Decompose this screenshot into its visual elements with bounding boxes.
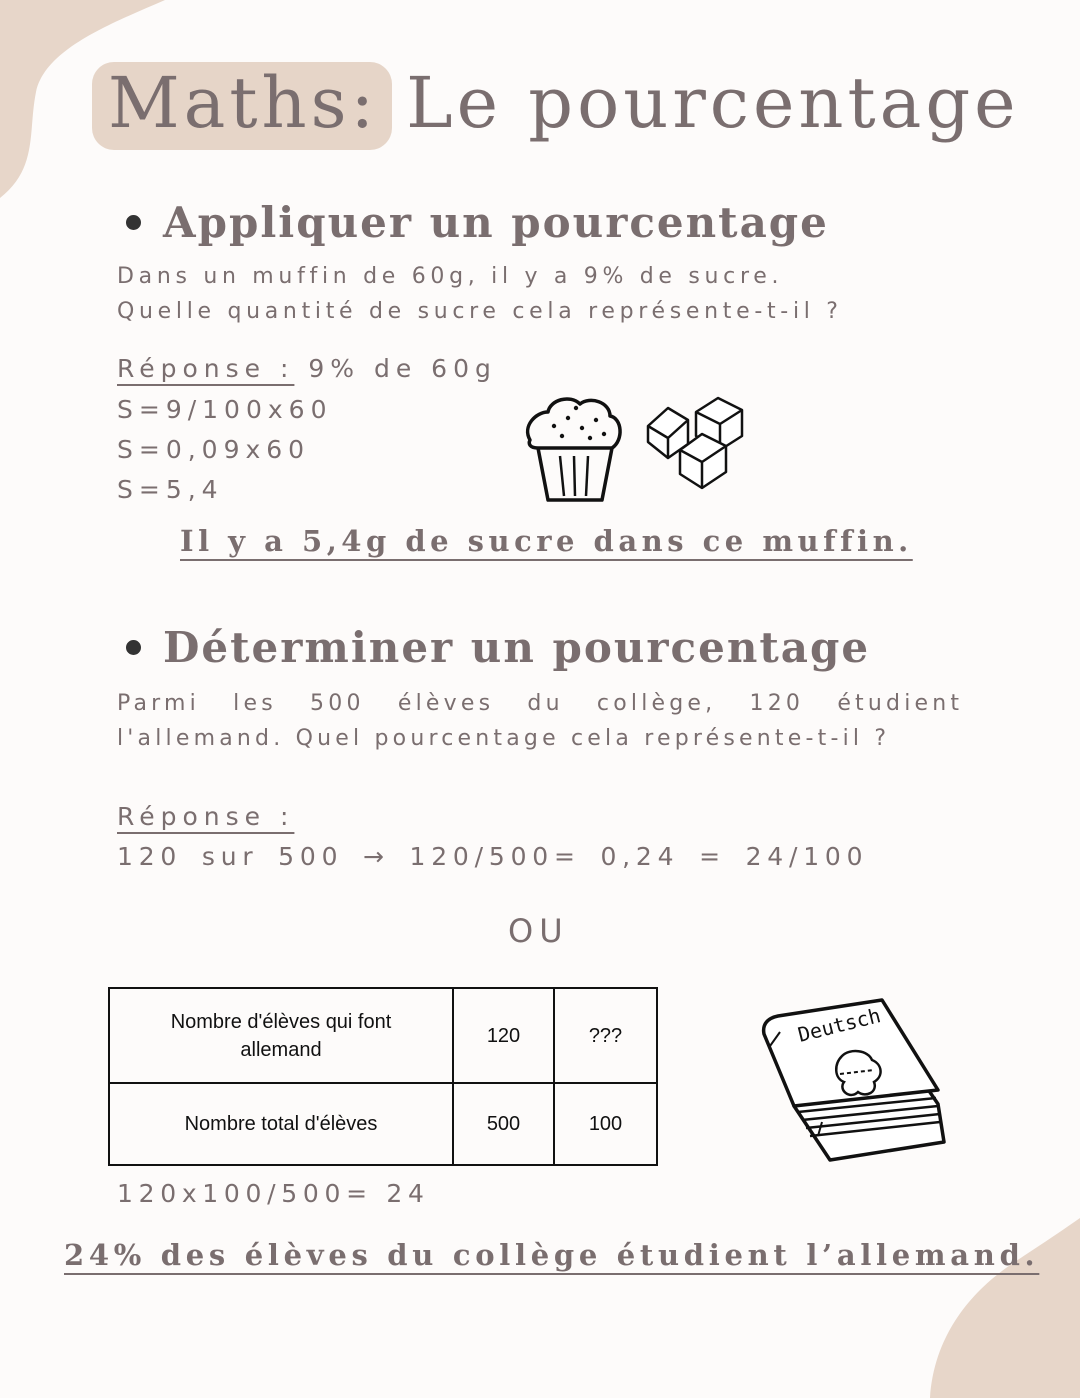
table-cell-value: 120 [453,988,554,1083]
table-row [109,988,657,1083]
section1-answer [117,354,497,383]
answer-label: Réponse : [117,802,295,831]
german-book-icon [758,994,948,1166]
section1-heading [126,198,829,247]
title-rest: Le pourcentage [406,62,1020,144]
title-highlight: Maths: [92,62,392,150]
answer-value: 9% de 60g [308,354,497,383]
answer-label: Réponse : [117,354,295,383]
table-cell-label: Nombre d'élèves qui font allemand [109,988,453,1083]
result-calc: 120x100/500= 24 [117,1179,430,1208]
section1-heading-text: Appliquer un pourcentage [163,198,829,247]
bullet-icon [126,640,141,655]
page-title [92,62,1020,150]
section2-problem-line2: l'allemand. Quel pourcentage cela représente-t-il ? [117,726,891,751]
book-label: Deutsch [795,1003,884,1047]
table-cell-percent: 100 [554,1083,657,1165]
section2-answer [117,802,294,831]
step-3: S=5,4 [117,475,224,504]
section2-heading [126,623,870,672]
table-cell-value: 500 [453,1083,554,1165]
sugar-cubes-icon [644,396,756,492]
step-2: S=0,09x60 [117,435,311,464]
muffin-icon [524,396,624,506]
table-cell-label: Nombre total d'élèves [109,1083,453,1165]
section2-problem-line1: Parmi les 500 élèves du collège, 120 étudient [117,691,964,716]
section2-heading-text: Déterminer un pourcentage [163,623,871,672]
section2-calc-line: 120 sur 500 → 120/500= 0,24 = 24/100 [117,842,869,871]
or-text: OU [508,912,569,950]
proportion-table [108,987,658,1166]
section2-conclusion: 24% des élèves du collège étudient l’allemand. [64,1238,1040,1272]
section1-problem-line2: Quelle quantité de sucre cela représente-t-il ? [117,299,843,324]
section1-problem-line1: Dans un muffin de 60g, il y a 9% de sucre. [117,264,784,289]
table-cell-percent: ??? [554,988,657,1083]
bullet-icon [126,215,141,230]
step-1: S=9/100x60 [117,395,333,424]
table-row [109,1083,657,1165]
section1-conclusion: Il y a 5,4g de sucre dans ce muffin. [180,524,913,558]
